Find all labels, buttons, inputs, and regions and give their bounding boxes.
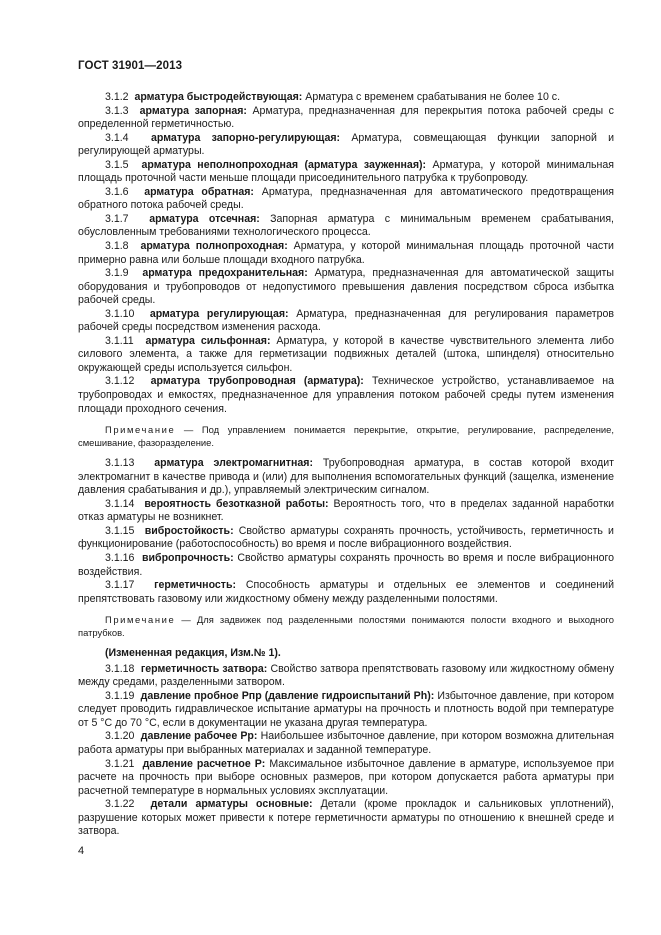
definition-3-1-18: 3.1.18 герметичность затвора: Свойство затвора препятствовать газовому или жидкостному обмену между средами, разделенными затвором. — [78, 662, 614, 689]
document-header: ГОСТ 31901—2013 — [78, 60, 183, 72]
definition-3-1-6: 3.1.6 арматура обратная: Арматура, предназначенная для автоматического предотвращения обратного потока рабочей среды. — [78, 185, 615, 212]
definition-3-1-19: 3.1.19 давление пробное Pпр (давление гидроиспытаний Ph): Избыточное давление, при котором следует проводить гидравлическое испытание арматуры на прочность и плотность водой при температуре от 5 °С до 70 °С, если в документации не указана другая температура. — [78, 689, 614, 729]
definition-3-1-16: 3.1.16 вибропрочность: Свойство арматуры сохранять прочность во время и после вибрационного воздействия. — [78, 551, 615, 578]
definition-3-1-20: 3.1.20 давление рабочее Pp: Наибольшее избыточное давление, при котором возможна длительная работа арматуры при выбранных материалах и заданной температуре. — [78, 730, 614, 756]
revision-note: (Измененная редакция, Изм.№ 1). — [105, 647, 281, 660]
definition-3-1-13: 3.1.13 арматура электромагнитная: Трубопроводная арматура, в состав которой входит электромагнит в качестве привода и (или) для выполнения вспомогательных функций (защелка, изменение давления срабатывания и др.), управляемый электрическим сигналом. — [78, 457, 614, 497]
definition-3-1-10: 3.1.10 арматура регулирующая: Арматура, предназначенная для регулирования параметров рабочей среды посредством изменения расхода. — [78, 307, 614, 334]
definition-3-1-8: 3.1.8 арматура полнопроходная: Арматура, у которой минимальная площадь проточной части примерно равна или больше площади входного патрубка. — [78, 240, 614, 266]
definition-3-1-4: 3.1.4 арматура запорно-регулирующая: Арматура, совмещающая функции запорной и регулирующей арматуры. — [78, 131, 615, 158]
definition-3-1-14: 3.1.14 вероятность безотказной работы: Вероятность того, что в пределах заданной наработки отказ арматуры не возникнет. — [78, 497, 614, 524]
definition-3-1-12: 3.1.12 арматура трубопроводная (арматура): Техническое устройство, устанавливаемое на трубопроводах и емкостях, предназначенное для управления потоком рабочей среды путем изменения площади проходного сечения. — [78, 375, 614, 415]
note-control: Примечание — Под управлением понимается перекрытие, открытие, регулирование, распределение, смешивание, фазоразделение. — [78, 424, 614, 448]
definition-3-1-22: 3.1.22 детали арматуры основные: Детали (кроме прокладок и сальниковых уплотнений), разрушение которых может привести к потере герметичности арматуры по отношению к внешней среде и затвора. — [78, 798, 614, 838]
definition-3-1-21: 3.1.21 давление расчетное Р: Максимальное избыточное давление в арматуре, используемое при расчете на прочность при выборе основных размеров, при котором допускается работа арматуры при расчетной температуре в нормальных условиях эксплуатации. — [78, 757, 614, 797]
definition-3-1-5: 3.1.5 арматура неполнопроходная (арматура зауженная): Арматура, у которой минимальная площадь проточной части меньше площади присоединительного патрубка к трубопроводу. — [78, 158, 614, 185]
definition-3-1-17: 3.1.17 герметичность: Способность арматуры и отдельных ее элементов и соединений препятствовать газовому или жидкостному обмену между разделенными полостями. — [78, 579, 615, 605]
note-label: Примечание — [105, 424, 176, 436]
definition-3-1-15: 3.1.15 вибростойкость: Свойство арматуры сохранять прочность, устойчивость, герметичность и функционирование (работоспособность) во время и после вибрационного воздействия. — [78, 524, 614, 551]
note-label: Примечание — [105, 614, 176, 626]
page-number: 4 — [78, 845, 85, 857]
definition-3-1-3: 3.1.3 арматура запорная: Арматура, предназначенная для перекрытия потока рабочей среды с определенной герметичностью. — [78, 104, 614, 131]
definition-3-1-9: 3.1.9 арматура предохранительная: Арматура, предназначенная для автоматической защиты оборудования и трубопроводов от недопустимого превышения давления посредством сброса избытка рабочей среды. — [78, 267, 615, 307]
note-gate-valves: Примечание — Для задвижек под разделенными полостями понимаются полости входного и выходного патрубков. — [78, 614, 614, 638]
definition-3-1-11: 3.1.11 арматура сильфонная: Арматура, у которой в качестве чувствительного элемента либо силового элемента, а также для герметизации подвижных деталей (штока, шпинделя) относительно окружающей среды используется сильфон. — [78, 334, 615, 374]
document-body — [78, 91, 614, 839]
definition-3-1-2: 3.1.2 арматура быстродействующая: Арматура с временем срабатывания не более 10 с. — [105, 91, 561, 103]
definition-3-1-7: 3.1.7 арматура отсечная: Запорная арматура с минимальным временем срабатывания, обусловленным требованиями технологического процесса. — [78, 212, 614, 239]
